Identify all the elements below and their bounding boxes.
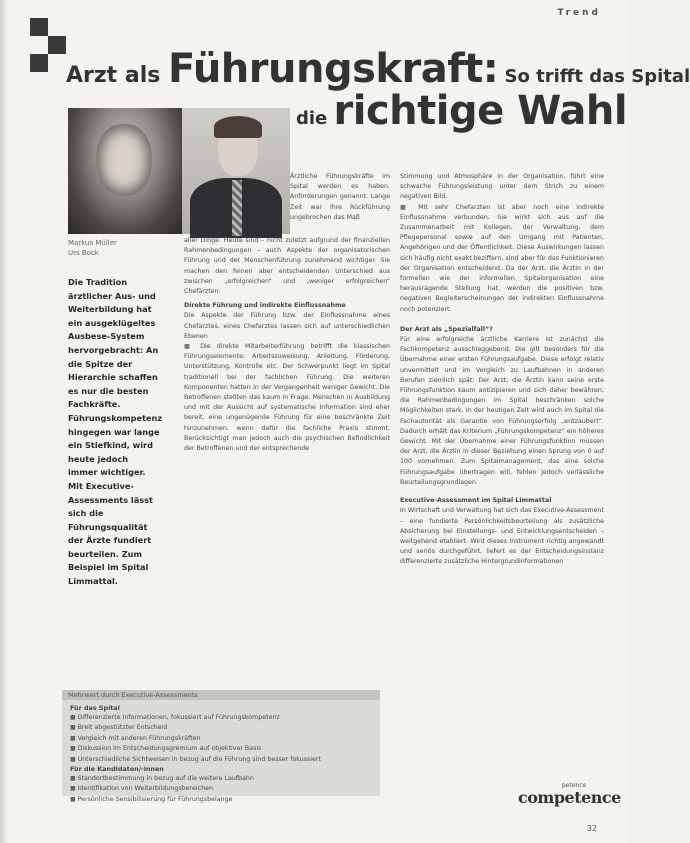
portrait-photo-1 <box>68 108 184 234</box>
competence-logo <box>518 782 621 812</box>
title-part: So trifft das Spital <box>498 66 690 87</box>
caption-line: Markus Müller <box>68 239 117 247</box>
info-box-item: ■ Vergleich mit anderen Führungskräften <box>70 734 380 743</box>
info-box-item: ■ Identifikation von Weiterbildungsbereichen <box>70 784 380 793</box>
page-number: 32 <box>586 824 597 833</box>
info-box-item: ■ Unterschiedliche Sichtweisen in bezug auf die Führung sind besser fokussiert <box>70 755 380 764</box>
paragraph: ■ Die direkte Mitarbeiterführung betrifft die klassischen Führungselemente: Arbeitszuweisung, Anleitung, Förderung, Unterstützung, Kontrolle etc. Der Schwerpunkt liegt im Spital traditionell bei der fachlichen Führung. Die weiteren Komponenten hatten in der Vergangenheit weniger Gewicht. Die Betroffenen stellten das kaum in Frage: Menschen in Ausbildung und mit der Aussicht auf systematische Information sind eher bereit, eine ungenügende Führung für eine beschränkte Zeit hinzunehmen, wenn dafür die fachliche Praxis stimmt. Berücksichtigt man jedoch auch die psychischen Befindlichkeit der Betroffenen und der entsprechende <box>184 342 390 454</box>
title-part: Führungskraft: <box>168 46 499 92</box>
info-box-title: Mehrwert durch Executive-Assessments <box>68 691 198 699</box>
info-box-item: ■ Diskussion im Entscheidungsgremium auf objektiver Basis <box>70 744 380 753</box>
scan-edge <box>0 0 8 843</box>
photo-caption <box>68 238 117 258</box>
section-rubric: Trend <box>557 8 601 18</box>
caption-line: Urs Bock <box>68 249 99 257</box>
paragraph: ■ Mit sehr Chefarzten ist aber noch eine indirekte Einflussnahme verbunden. Sie wirkt sich aus auf die Zusammenarbeit mit Kollegen, der Verwaltung, dem Pflegepersonal sowie auf den Umgang mit Patienten, Angehörigen und der Öffentlichkeit. Diese Auswirkungen lassen sich häufig nicht exakt beziffern, sind aber für das Funktionieren der Organisation entscheidend. Da der Arzt, die Ärztin in der formellen wie der informellen Spitalorganisation eine herausragende Stellung hat, werden die positiven bzw. negativen Begleiterscheinungen der indirekten Einflussnahme noch potenziert. <box>400 203 604 315</box>
title-part: Arzt als <box>66 63 168 88</box>
info-box-subheading: Für die Kandidaten/-innen <box>70 765 164 774</box>
subheading: Executive-Assessment im Spital Limmattal <box>400 497 552 505</box>
paragraph: aller Dinge. Heute sind – nicht zuletzt aufgrund der finanziellen Rahmenbedingungen – auch Aspekte der organisatorischen Führung und der Menschenführung zunehmend wichtiger. Sie machen den feinen aber entscheidenden Unterschied aus zwischen „erfolgreichen“ und „weniger erfolgreichen“ Chefärzten. <box>184 237 390 296</box>
paragraph: Stimmung und Atmosphäre in der Organisation, führt eine schwache Führungsleistung unter dem Strich zu einem negativen Bild. <box>400 173 604 201</box>
text-column-2 <box>400 172 604 568</box>
corner-decoration <box>30 18 48 36</box>
paragraph: Die Aspekte der Führung bzw. der Einflussnahme eines Chefarztes, eines Chefarztes lassen sich auf unterschiedlichen Ebenen <box>184 312 390 340</box>
info-box <box>62 690 380 803</box>
text-column-1 <box>184 236 390 454</box>
paragraph: Für eine erfolgreiche ärztliche Karriere ist zunächst die Fachkompetenz ausschlaggebend. Die gilt besonders für die Übernahme einer ersten Führungsaufgabe. Diese erfolgt relativ unvermittelt und im Vergleich zu Laufbahnen in anderen Berufen ziemlich spät: Der Arzt, die Ärztin kann seine erste Führungsfunktion kaum antizipieren und sich daher bewähren; die Rahmenbedingungen im Spital beschränken solche Möglichkeiten stark. In der heutigen Zeit wird auch im Spital die Fachautorität als Garantie von Führungserfolg „entzaubert“. Dadurch erhält das Kriterium „Führungskompetenz“ ein höheres Gewicht. Mit der Übernahme einer Führungsfunktion müssen der Arzt, die Ärztin in dieser Beziehung einen Sprung von 0 auf 100 vornehmen. Zum Spitalmanagement, das eine solche Führungsaufgabe übertragen will, fehlen jedoch verlässliche Beurteilungsgrundlagen. <box>400 336 604 486</box>
subheading: Der Arzt als „Spezialfall“? <box>400 325 493 333</box>
paragraph: In Wirtschaft und Verwaltung hat sich das Executive-Assessment – eine fundierte Persönlichkeitsbeurteilung als zusätzliche Absicherung bei Einstellungs- und Entwicklungsentscheiden – weitgehend etabliert. Wird dieses Instrument richtig angewandt und seriös durchgeführt, liefert es der Entscheidungsinstanz differenzierte zusätzliche Hintergrundinformationen <box>400 507 604 566</box>
hair <box>214 116 262 138</box>
info-box-subheading: Für das Spital <box>70 704 120 712</box>
logo-superscript: petence <box>562 782 587 789</box>
corner-decoration <box>48 36 66 54</box>
face <box>96 124 152 196</box>
title-part: die <box>296 108 334 129</box>
logo-text: competence <box>518 788 621 807</box>
portrait-photo-2 <box>182 108 290 234</box>
info-box-item: ■ Differenzierte Informationen, fokussiert auf Führungskompetenz <box>70 713 380 722</box>
corner-decoration <box>30 54 48 72</box>
tie <box>232 180 242 236</box>
info-box-item: ■ Breit abgestützter Entscheid <box>70 723 380 732</box>
subheading: Direkte Führung und indirekte Einflussnahme <box>184 302 346 310</box>
article-title <box>66 46 690 134</box>
info-box-item: ■ Persönliche Sensibilisierung für Führungsbelange <box>70 795 380 804</box>
info-box-item: ■ Standortbestimmung in bezug auf die weitere Laufbahn <box>70 774 380 783</box>
title-part: richtige Wahl <box>333 88 628 134</box>
paragraph: Ärztliche Führungskräfte im Spital werden es haben. Anforderungen genannt. Lange Zeit war ihre Rückführung ungebrochen das Maß <box>290 173 390 221</box>
lead-paragraph: Die Tradition ärztlicher Aus- und Weiterbildung hat ein ausgeklügeltes Ausbese-System hervorgebracht: An die Spitze der Hierarchie schaffen es nur die besten Fachkräfte. Führungskompetenz hingegen war lange ein Stiefkind, wird heute jedoch immer wichtiger. Mit Executive-Assessments lässt sich die Führungsqualität der Ärzte fundiert beurteilen. Zum Beispiel im Spital Limmattal. <box>68 277 163 587</box>
text-column-intro <box>290 172 390 223</box>
